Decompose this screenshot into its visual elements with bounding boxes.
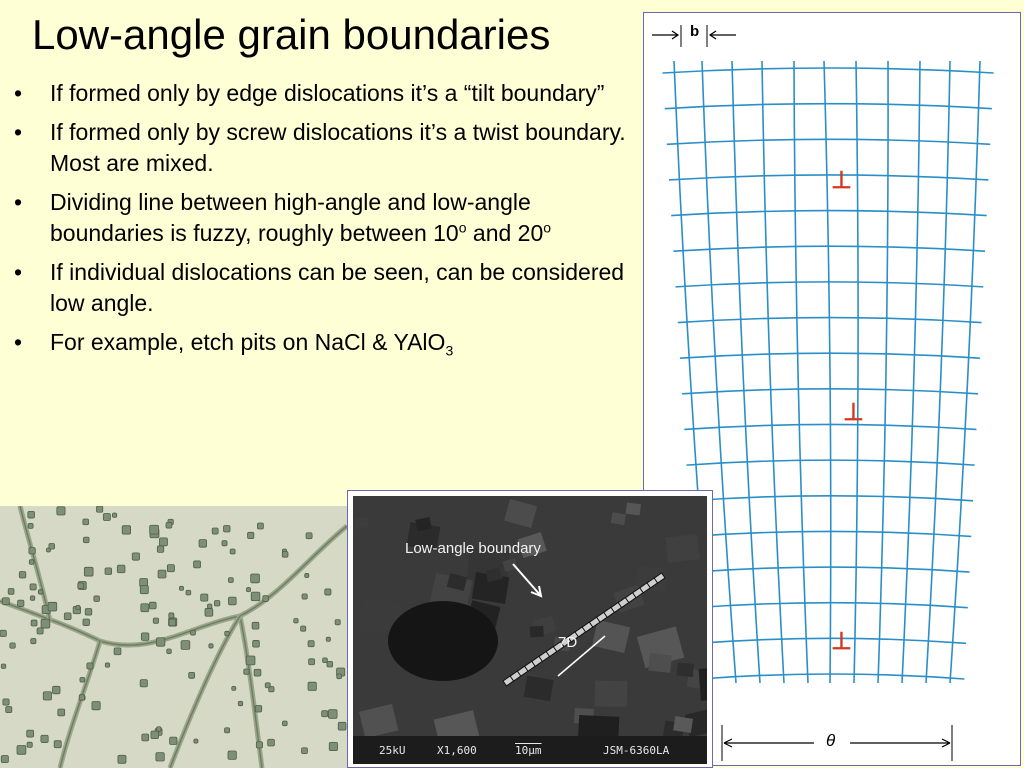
bullet-text: Dividing line between high-angle and low-angle boundaries is fuzzy, roughly between 10 (50, 189, 531, 246)
etch-pit (76, 605, 80, 609)
bullet-marker: • (14, 329, 23, 355)
lattice-horizontal-line (673, 246, 985, 251)
lattice-vertical-line (824, 61, 831, 683)
bullet-text: For example, etch pits on NaCl & YAlO (50, 329, 446, 355)
etch-pit (64, 613, 71, 620)
etch-pit (244, 669, 249, 674)
etch-pit (268, 739, 275, 746)
etch-pits-image (0, 506, 347, 768)
lattice-vertical-line (854, 61, 858, 683)
etch-pit (153, 618, 158, 623)
etch-pit (189, 672, 195, 678)
etch-pit (43, 692, 51, 700)
etch-pit (31, 620, 37, 626)
etch-pit (2, 598, 9, 605)
sem-texture-pit (524, 676, 554, 702)
etch-pit (10, 643, 15, 648)
etch-pit (157, 727, 162, 732)
etch-pit (254, 669, 261, 676)
etch-pit (94, 596, 100, 602)
etch-pit (96, 506, 102, 512)
etch-pit (265, 683, 270, 688)
sem-scale-bar: 10μm (515, 744, 542, 757)
etch-pit (79, 695, 85, 701)
lattice-horizontal-line (665, 104, 992, 109)
sem-texture-pit (665, 534, 699, 563)
lattice-vertical-line (794, 61, 808, 683)
etch-pit (322, 711, 328, 717)
etch-pit (301, 626, 306, 631)
etch-pit (27, 730, 34, 737)
etch-pit (103, 514, 110, 521)
bullet-dividing-line (0, 187, 640, 249)
etch-pit (141, 604, 149, 612)
etch-pit (201, 594, 208, 601)
bullet-marker: • (14, 119, 23, 145)
burgers-vector-label: b (690, 23, 700, 40)
etch-pit (302, 594, 307, 599)
angle-arrow-left (724, 739, 814, 747)
etch-pit (212, 528, 218, 534)
etch-pit (230, 549, 235, 554)
degree-superscript: o (543, 219, 552, 236)
etch-pit (28, 523, 33, 528)
etch-pit (305, 573, 309, 577)
etch-pit (156, 753, 164, 761)
etch-pit (0, 630, 6, 636)
etch-pit (306, 533, 312, 539)
bullet-etch-pits-example (0, 327, 640, 358)
etch-pit (1, 664, 5, 668)
etch-pit (117, 565, 125, 573)
etch-pit (282, 551, 288, 557)
etch-pit (186, 590, 191, 595)
lattice-vertical-line (950, 61, 980, 683)
etch-pit (246, 588, 250, 592)
etch-pit (256, 742, 262, 748)
etch-pit (327, 661, 333, 667)
bullet-text: If individual dislocations can be seen, can be considered low angle. (50, 259, 625, 316)
etch-pit (122, 526, 130, 534)
etch-pit (92, 701, 100, 709)
etch-pit (80, 677, 85, 682)
etch-pit (83, 519, 89, 525)
etch-pit (225, 728, 230, 733)
etch-pit (169, 613, 174, 618)
sem-dark-region (388, 601, 498, 681)
etch-pit (118, 755, 126, 763)
edge-dislocation-symbol-bottom: ⊥ (831, 628, 852, 655)
burgers-arrow-left (652, 31, 678, 39)
etch-pit (228, 597, 236, 605)
etch-pit (53, 686, 60, 693)
etch-pit (263, 596, 269, 602)
etch-pit (84, 567, 93, 576)
etch-pit (338, 722, 346, 730)
bullet-individual-dislocations (0, 257, 640, 319)
sem-texture-pit (673, 716, 693, 733)
etch-pit (255, 706, 262, 713)
sem-texture-pit (648, 653, 672, 673)
sem-boundary-label: Low-angle boundary (405, 540, 541, 557)
etch-pit (335, 620, 340, 625)
sem-texture-pit (611, 512, 626, 525)
etch-pit (18, 600, 24, 606)
etch-pit (282, 721, 287, 726)
sem-voltage: 25kU (379, 744, 406, 757)
lattice-horizontal-line (695, 603, 968, 608)
etch-pit (141, 633, 149, 641)
sem-spacing-label: 7D (558, 634, 578, 651)
bullet-text-mid: and 20 (466, 220, 544, 246)
sem-micrograph (353, 496, 707, 764)
etch-pit (181, 641, 190, 650)
etch-pit (41, 735, 48, 742)
etch-pit (38, 590, 43, 595)
etch-pit (253, 640, 260, 647)
etch-pit (49, 544, 55, 550)
lattice-vertical-line (878, 61, 888, 683)
bullet-text: If formed only by screw dislocations it’s a twist boundary. Most are mixed. (50, 119, 626, 176)
angle-arrow-right (850, 739, 950, 747)
etch-pit (132, 553, 139, 560)
sem-texture-pit (677, 662, 694, 677)
etch-pit (225, 631, 229, 635)
etch-pit (57, 507, 65, 515)
etch-pit (251, 592, 260, 601)
etch-pit (167, 649, 172, 654)
etch-pit (105, 663, 109, 667)
etch-pit (37, 628, 43, 634)
etch-pit (252, 622, 259, 629)
etch-pit (326, 637, 330, 641)
etch-pit (149, 602, 156, 609)
etch-pit (83, 537, 89, 543)
edge-dislocation-symbol-top: ⊥ (831, 167, 852, 194)
bullet-marker: • (14, 189, 23, 215)
lattice-horizontal-line (700, 674, 965, 679)
sem-instrument: JSM-6360LA (603, 744, 670, 757)
etch-pit (112, 513, 116, 517)
etch-pit (140, 586, 148, 594)
bullet-marker: • (14, 259, 23, 285)
etch-pit (194, 561, 201, 568)
etch-pit (151, 731, 159, 739)
etch-pit (209, 644, 213, 648)
etch-pit (157, 546, 163, 552)
etch-pit (17, 745, 26, 754)
etch-pit (142, 734, 149, 741)
etch-pit (309, 659, 315, 665)
etch-pit (228, 751, 236, 759)
sem-texture-pit (626, 503, 641, 516)
etch-pit (194, 739, 198, 743)
etch-pit (158, 570, 166, 578)
etch-pit (238, 701, 242, 705)
etch-pit (29, 548, 35, 554)
lattice-horizontal-line (671, 211, 987, 216)
etch-pit (105, 568, 112, 575)
etch-pit (41, 619, 50, 628)
etch-pit (232, 686, 236, 690)
etch-pit (302, 748, 308, 754)
etch-pit (83, 619, 90, 626)
etch-pit (191, 630, 196, 635)
bullet-marker: • (14, 80, 23, 106)
etch-pit (308, 641, 314, 647)
page-title: Low-angle grain boundaries (32, 11, 551, 58)
etch-pit (228, 578, 233, 583)
etch-pit (205, 608, 213, 616)
etch-pit (78, 583, 84, 589)
sem-texture-pit (594, 680, 627, 707)
etch-pit (19, 571, 25, 577)
etch-pit (199, 540, 207, 548)
etch-pit (222, 541, 227, 546)
etch-pit (48, 602, 57, 611)
etch-pit (248, 532, 254, 538)
etch-pit (29, 560, 34, 565)
etch-pit (294, 619, 298, 623)
etch-pit (328, 710, 337, 719)
etch-pit (251, 574, 260, 583)
etch-pit (27, 742, 32, 747)
sem-micrograph-frame (347, 490, 713, 768)
etch-pit (6, 706, 12, 712)
etch-pit (169, 619, 176, 626)
etch-pit (30, 596, 34, 600)
bullet-twist-boundary (0, 117, 640, 179)
etch-pit (87, 663, 93, 669)
lattice-horizontal-line (662, 68, 993, 73)
etch-pit (166, 522, 172, 528)
sem-texture-pit (530, 626, 544, 638)
lattice-horizontal-line (669, 175, 988, 180)
etch-pit (140, 680, 147, 687)
tilt-angle-label: θ (826, 731, 836, 750)
etch-pit (85, 609, 92, 616)
etch-pit (30, 584, 36, 590)
bullet-tilt-boundary (0, 78, 640, 109)
etch-pit (179, 586, 183, 590)
lattice-vertical-line (902, 61, 920, 683)
etch-pit (156, 638, 164, 646)
etch-pit (58, 709, 65, 716)
sem-info-bar (353, 736, 707, 764)
formula-subscript: 3 (445, 342, 454, 359)
etch-pit (214, 601, 219, 606)
etch-pit (308, 682, 316, 690)
degree-superscript: o (458, 219, 467, 236)
etch-pits-optical-micrograph (0, 506, 347, 768)
etch-pit (329, 742, 337, 750)
etch-pit (8, 589, 14, 595)
etch-pit (207, 604, 211, 608)
etch-pit (3, 699, 9, 705)
etch-pit (114, 648, 121, 655)
edge-dislocation-symbol-middle: ⊥ (843, 399, 864, 426)
etch-pit (246, 656, 255, 665)
etch-pit (1, 756, 8, 763)
etch-pit (54, 741, 61, 748)
burgers-arrow-right (710, 31, 736, 39)
etch-pit (159, 538, 167, 546)
sem-magnification: X1,600 (437, 744, 477, 757)
sem-texture-pit (354, 517, 368, 529)
etch-pit (31, 639, 36, 644)
bullet-list (0, 78, 640, 366)
etch-pit (337, 674, 342, 679)
lattice-vertical-line (926, 61, 950, 683)
etch-pit (150, 525, 159, 534)
etch-pit (323, 658, 328, 663)
lattice-horizontal-line (667, 139, 990, 144)
etch-pit (167, 565, 174, 572)
etch-pit (28, 511, 35, 518)
bullet-text: If formed only by edge dislocations it’s a “tilt boundary” (50, 80, 605, 106)
etch-pit (224, 526, 230, 532)
etch-pit (170, 737, 177, 744)
lattice-vertical-line (732, 61, 760, 683)
etch-pit (257, 523, 263, 529)
etch-pit (140, 579, 148, 587)
sem-image (353, 496, 707, 764)
etch-pit (325, 589, 331, 595)
lattice-vertical-line (762, 61, 784, 683)
